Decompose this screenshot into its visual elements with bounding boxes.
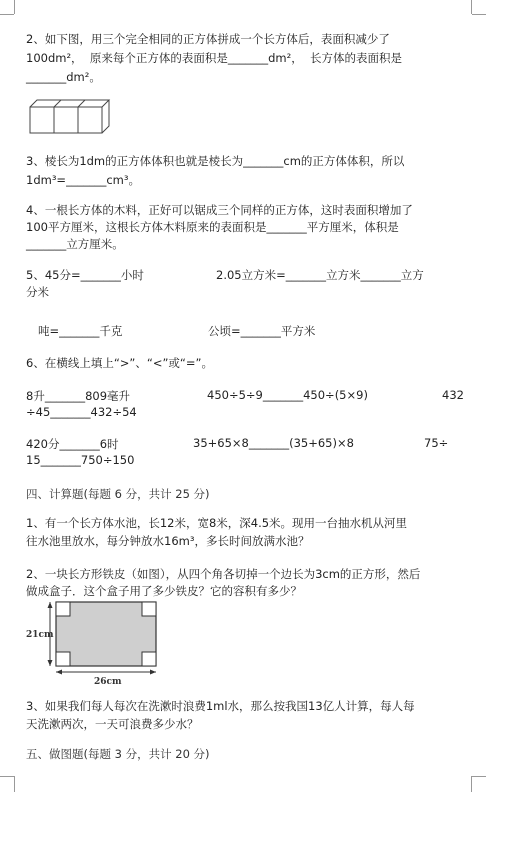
q6-r1b: 450÷5÷9_______450÷(5×9) [207,388,368,402]
section4-title: 四、计算题(每题 6 分，共计 25 分) [26,487,210,501]
q6-r3a: 420分_______6时 [26,437,119,451]
sheet-metal-figure [24,594,174,686]
q3-line2: 1dm³=_______cm³。 [26,173,140,187]
q5-left: 5、45分=_______小时 [26,268,144,282]
three-cubes-figure [28,98,114,136]
q6-r4: 15_______750÷150 [26,453,135,467]
crop-mark [0,14,14,15]
s4-q1-line1: 1、有一个长方体水池，长12米，宽8米，深4.5米。现用一台抽水机从河里 [26,516,408,530]
s4-q2-line1: 2、一块长方形铁皮（如图），从四个角各切掉一个边长为3cm的正方形，然后 [26,567,421,581]
fig-width-label: 26cm [94,677,122,686]
q6-r2: ÷45_______432÷54 [26,405,137,419]
q6-title: 6、在横线上填上“>”、“<”或“=”。 [26,356,213,370]
q3-line1: 3、棱长为1dm的正方体体积也就是棱长为_______cm的正方体体积，所以 [26,154,405,168]
q6-r1a: 8升_______809毫升 [26,389,131,403]
q4-line3: _______立方厘米。 [26,237,124,251]
q2-line3: _______dm²。 [26,70,101,84]
q6-r3c: 75÷ [424,436,449,450]
s4-q3-line2: 天洗漱两次，一天可浪费多少水？ [26,717,199,731]
crop-mark [472,776,486,777]
crop-mark [14,776,15,792]
crop-mark [14,0,15,14]
q5-line3a: 吨=_______千克 [38,324,123,338]
crop-mark [0,776,14,777]
q4-line1: 4、一根长方体的木料，正好可以锯成三个同样的正方体，这时表面积增加了 [26,203,413,217]
q5-right: 2.05立方米=_______立方米_______立方 [216,268,424,282]
crop-mark [471,776,472,792]
crop-mark [472,14,486,15]
s4-q2-line2: 做成盒子．这个盒子用了多少铁皮？它的容积有多少？ [26,584,302,598]
q5-line3b: 公顷=_______平方米 [208,324,316,338]
q5-line2: 分米 [26,285,49,299]
section5-title: 五、做图题(每题 3 分，共计 20 分) [26,747,210,761]
s4-q1-line2: 往水池里放水，每分钟放水16m³，多长时间放满水池？ [26,534,310,548]
q2-line1: 2、如下图，用三个完全相同的正方体拼成一个长方体后，表面积减少了 [26,32,390,46]
crop-mark [471,0,472,14]
fig-height-label: 21cm [26,630,54,640]
q2-line2: 100dm²， 原来每个正方体的表面积是_______dm²， 长方体的表面积是 [26,51,403,65]
q6-r1c: 432 [442,388,464,402]
q4-line2: 100平方厘米，这根长方体木料原来的表面积是_______平方厘米，体积是 [26,220,399,234]
q6-r3b: 35+65×8_______(35+65)×8 [193,436,354,450]
s4-q3-line1: 3、如果我们每人每次在洗漱时浪费1ml水，那么按我国13亿人计算，每人每 [26,699,415,713]
